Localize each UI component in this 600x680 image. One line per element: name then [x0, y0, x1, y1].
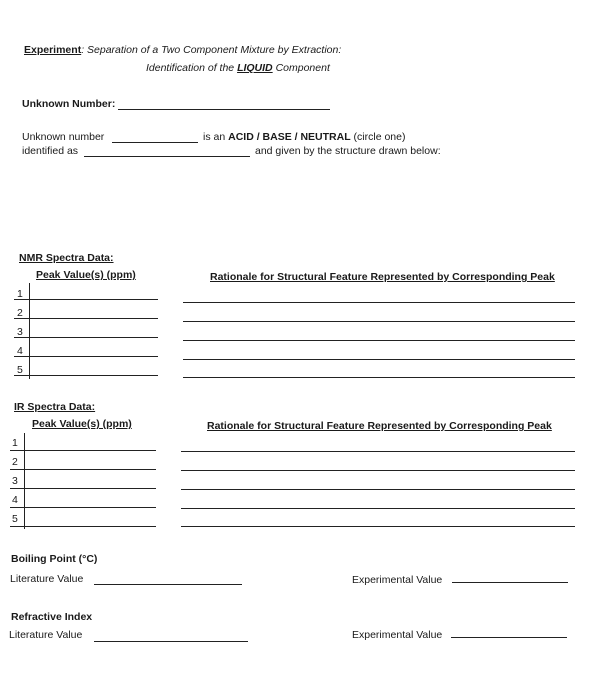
nmr-row-number: 5	[17, 364, 23, 376]
nmr-peak-line[interactable]	[14, 318, 158, 319]
nmr-row-number: 3	[17, 326, 23, 338]
unknown-number-text: Unknown number	[22, 131, 105, 143]
ir-peak-line[interactable]	[10, 507, 156, 508]
nmr-peak-line[interactable]	[14, 356, 158, 357]
subtitle-prefix: Identification of the	[146, 62, 238, 74]
is-an-prefix: is an	[203, 131, 229, 143]
boiling-literature-label: Literature Value	[10, 573, 84, 585]
ir-peak-line[interactable]	[10, 450, 156, 451]
nmr-peak-line[interactable]	[14, 337, 158, 338]
experiment-subtitle	[146, 62, 330, 74]
nmr-peak-header: Peak Value(s) (ppm)	[36, 269, 136, 281]
ir-rationale-line[interactable]	[181, 451, 575, 452]
subtitle-emphasis: LIQUID	[237, 62, 273, 74]
identified-as-label: identified as	[22, 145, 79, 157]
structure-instruction: and given by the structure drawn below:	[255, 145, 441, 157]
boiling-experimental-label: Experimental Value	[352, 574, 443, 586]
unknown-number-label: Unknown Number:	[22, 98, 116, 110]
ir-row-number: 4	[12, 494, 18, 506]
nmr-rationale-line[interactable]	[183, 302, 575, 303]
refractive-literature-line[interactable]	[94, 641, 248, 642]
ir-row-number: 5	[12, 513, 18, 525]
nmr-row-number: 1	[17, 288, 23, 300]
refractive-experimental-label: Experimental Value	[352, 629, 443, 641]
ir-section-title: IR Spectra Data:	[14, 401, 96, 413]
circle-one-note: (circle one)	[350, 131, 406, 143]
boiling-literature-line[interactable]	[94, 584, 242, 585]
nmr-rationale-line[interactable]	[183, 359, 575, 360]
nmr-rationale-line[interactable]	[183, 340, 575, 341]
ir-peak-line[interactable]	[10, 526, 156, 527]
ir-rationale-header: Rationale for Structural Feature Represented by Corresponding Peak	[207, 420, 552, 432]
experiment-label: Experiment	[24, 44, 82, 56]
unknown-number-line[interactable]	[118, 109, 330, 110]
refractive-index-title: Refractive Index	[11, 611, 93, 623]
classification-text	[203, 131, 405, 143]
subtitle-suffix: Component	[272, 62, 330, 74]
acid-base-neutral-options[interactable]: ACID / BASE / NEUTRAL	[228, 131, 351, 143]
nmr-number-divider	[29, 283, 30, 379]
experiment-heading	[24, 44, 341, 56]
experiment-title-line1: : Separation of a Two Component Mixture by Extraction:	[81, 44, 342, 56]
ir-peak-header: Peak Value(s) (ppm)	[32, 418, 132, 430]
nmr-row-number: 2	[17, 307, 23, 319]
nmr-rationale-line[interactable]	[183, 377, 575, 378]
ir-peak-line[interactable]	[10, 488, 156, 489]
refractive-literature-label: Literature Value	[9, 629, 83, 641]
ir-rationale-line[interactable]	[181, 470, 575, 471]
nmr-row-number: 4	[17, 345, 23, 357]
nmr-peak-line[interactable]	[14, 299, 158, 300]
identified-as-line[interactable]	[84, 156, 250, 157]
ir-row-number: 1	[12, 437, 18, 449]
nmr-peak-line[interactable]	[14, 375, 158, 376]
nmr-section-title: NMR Spectra Data:	[19, 252, 114, 264]
nmr-rationale-line[interactable]	[183, 321, 575, 322]
boiling-experimental-line[interactable]	[452, 582, 568, 583]
refractive-experimental-line[interactable]	[451, 637, 567, 638]
unknown-number-blank[interactable]	[112, 142, 198, 143]
ir-rationale-line[interactable]	[181, 526, 575, 527]
boiling-point-title: Boiling Point (°C)	[11, 553, 98, 565]
ir-peak-line[interactable]	[10, 469, 156, 470]
nmr-rationale-header: Rationale for Structural Feature Represented by Corresponding Peak	[210, 271, 555, 283]
ir-number-divider	[24, 433, 25, 529]
ir-rationale-line[interactable]	[181, 489, 575, 490]
ir-row-number: 2	[12, 456, 18, 468]
ir-rationale-line[interactable]	[181, 508, 575, 509]
ir-row-number: 3	[12, 475, 18, 487]
